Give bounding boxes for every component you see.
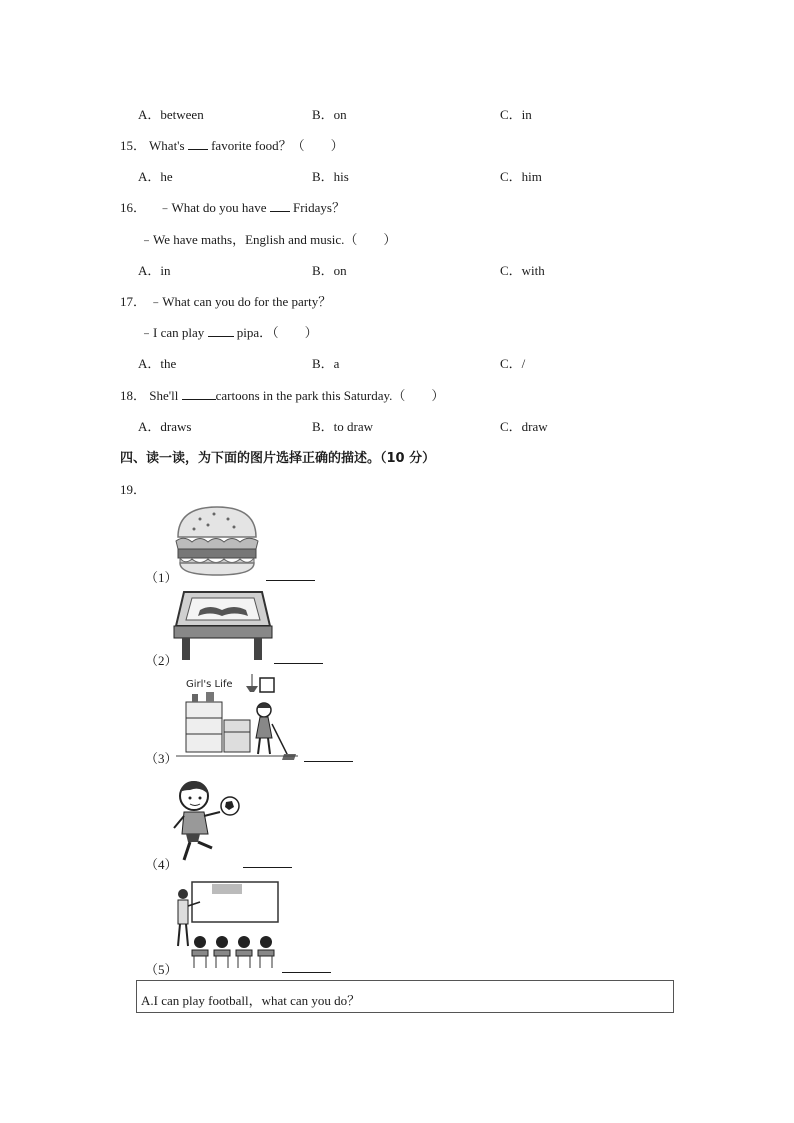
q19-item-1-label: （1） (145, 570, 178, 585)
q16-option-c: C．with (500, 263, 545, 278)
q15-number: 15． (120, 138, 147, 153)
poster-text: Girl's Life (186, 679, 233, 690)
q18-text-before: She'll (149, 388, 179, 403)
q16-number: 16． (120, 200, 147, 215)
q16-option-a: A．in (138, 263, 171, 278)
q15-option-b: B．his (312, 169, 349, 184)
section-4-title: 四、读一读，为下面的图片选择正确的描述。（10 分） (120, 451, 436, 466)
q14-option-a: A．between (138, 107, 204, 122)
q17-text-before: ﹣I can play (140, 325, 205, 340)
q14-option-b: B．on (312, 107, 347, 122)
q19-number: 19． (120, 482, 147, 497)
q18-option-b: B．to draw (312, 419, 374, 434)
q19-item-3-label: （3） (145, 751, 178, 766)
q18-option-c: C．draw (500, 419, 548, 434)
girl-cleaning-room-picture (172, 674, 302, 762)
q15-stem (120, 135, 344, 154)
q16-blank (270, 199, 290, 212)
q18-blank (182, 387, 216, 400)
q16-stem (120, 197, 345, 216)
q18-stem (120, 385, 444, 404)
q18-option-a: A．draws (138, 419, 192, 434)
answer-options-box (136, 980, 674, 1013)
q18-number: 18． (120, 388, 147, 403)
q17-stem (120, 291, 331, 310)
q15-option-c: C．him (500, 169, 542, 184)
q15-blank (188, 137, 208, 150)
q17-line1: ﹣What can you do for the party？ (149, 294, 332, 309)
q19-item-4-blank[interactable] (243, 867, 292, 868)
book-on-desk-picture (170, 586, 274, 662)
q15-option-a: A．he (138, 169, 173, 184)
q19-item-5-blank[interactable] (282, 972, 331, 973)
answer-option-a: A.I can play football，what can you do？ (141, 993, 361, 1008)
q19-item-1-blank[interactable] (266, 580, 315, 581)
q17-option-b: B．a (312, 356, 340, 371)
q17-line2 (140, 322, 318, 341)
q14-option-c: C．in (500, 107, 532, 122)
q15-text-before: What's (149, 138, 185, 153)
q16-line2: ﹣We have maths，English and music.（ ） (140, 232, 397, 247)
q17-blank (208, 324, 234, 337)
q19-item-2-blank[interactable] (274, 663, 323, 664)
q19-item-3-blank[interactable] (304, 761, 353, 762)
q19-item-4-label: （4） (145, 857, 178, 872)
q16-text-after: Fridays？ (292, 200, 345, 215)
q16-text-before: ﹣What do you have (158, 200, 267, 215)
q16-option-b: B．on (312, 263, 347, 278)
boy-playing-football-picture (170, 776, 244, 866)
q15-text-after: favorite food？（ ） (211, 138, 344, 153)
q17-number: 17． (120, 294, 147, 309)
q17-option-c: C．/ (500, 356, 526, 371)
q17-text-after: pipa．（ ） (236, 325, 318, 340)
q19-item-5-label: （5） (145, 962, 178, 977)
classroom-picture (170, 880, 282, 972)
q18-text-after: cartoons in the park this Saturday.（ ） (215, 388, 445, 403)
hamburger-picture (170, 503, 265, 579)
q17-option-a: A．the (138, 356, 177, 371)
q19-item-2-label: （2） (145, 653, 178, 668)
